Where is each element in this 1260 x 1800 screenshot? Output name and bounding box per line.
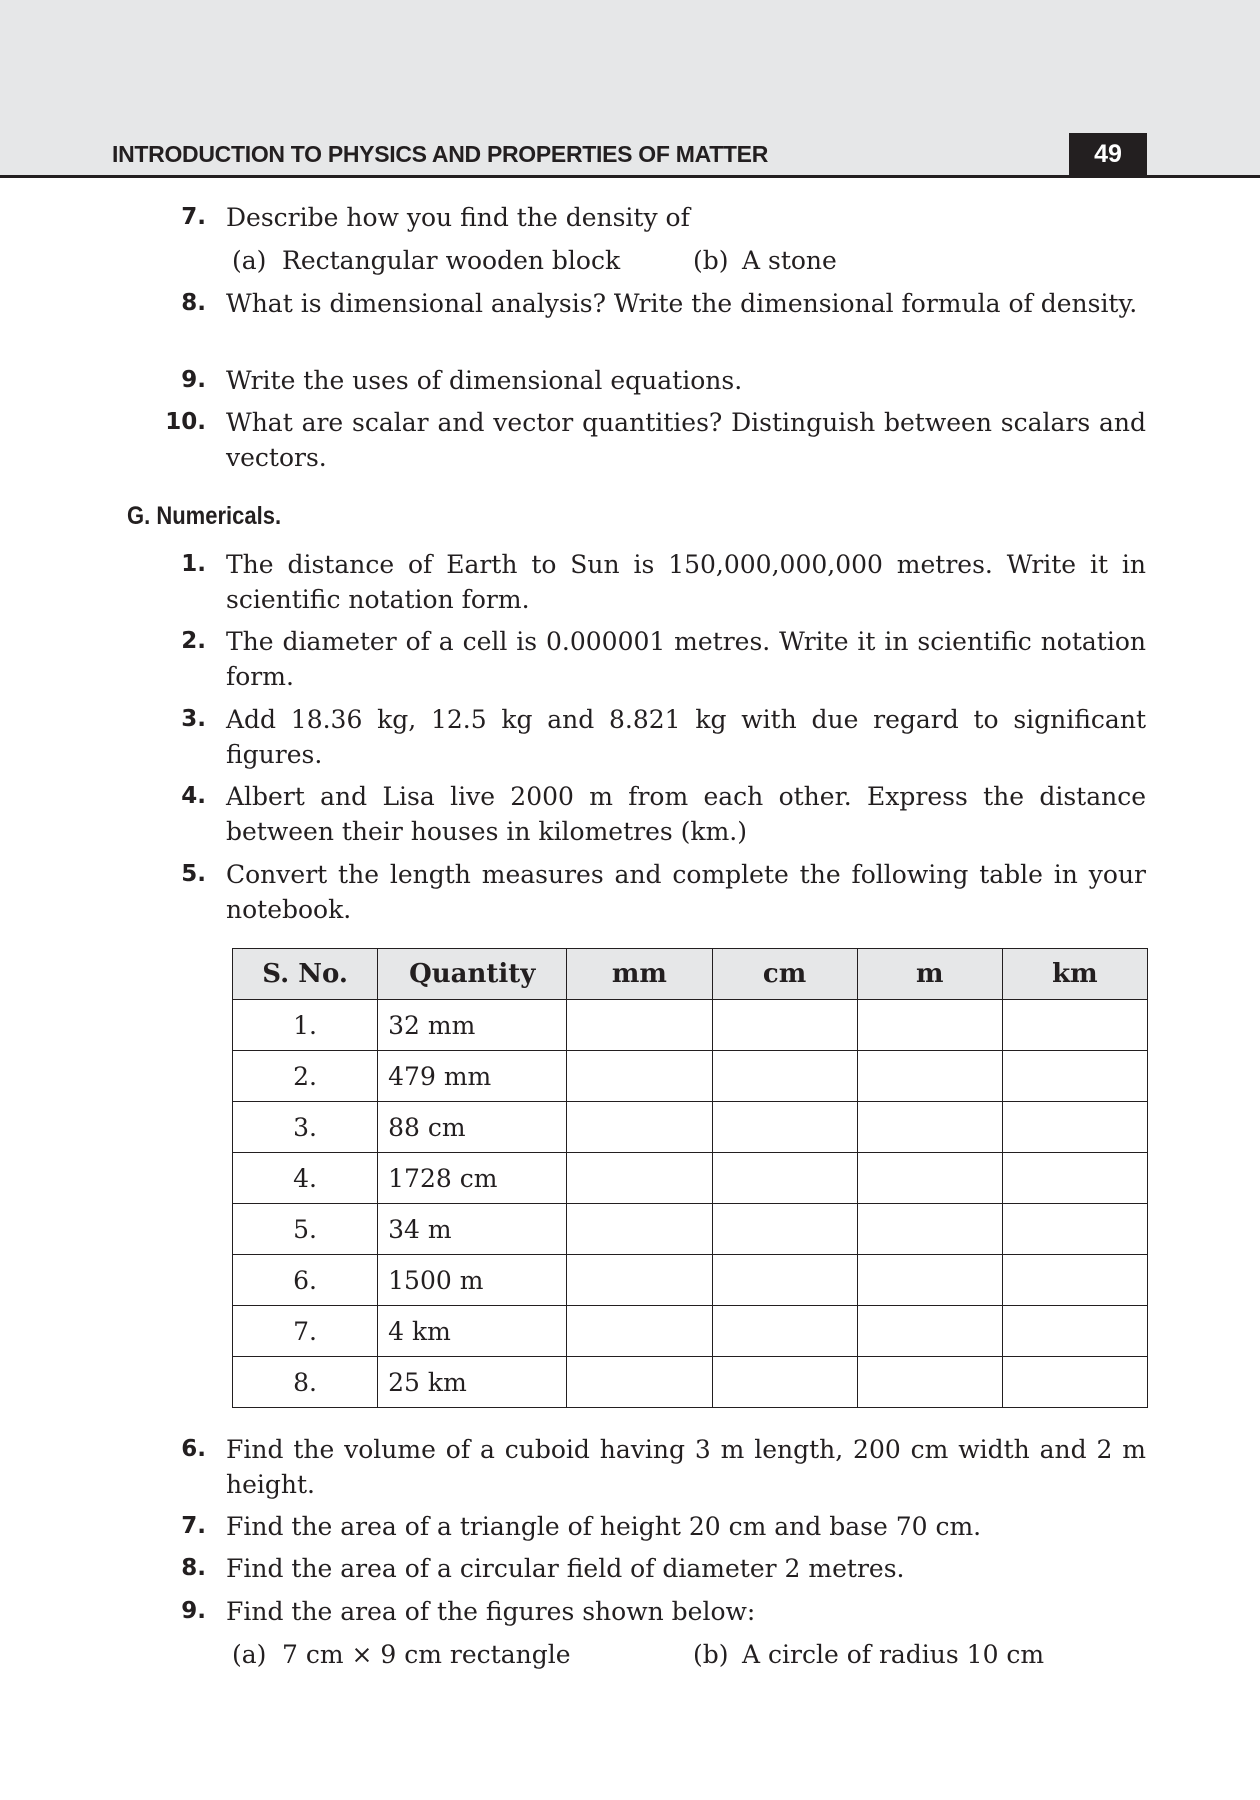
- question-number: 4.: [181, 783, 206, 809]
- question-text: Find the area of a circular field of diameter 2 metres.: [226, 1554, 905, 1583]
- m-cell: [857, 1153, 1002, 1204]
- mm-cell: [567, 1102, 712, 1153]
- km-cell: [1002, 1051, 1147, 1102]
- quantity-cell: 1500 m: [378, 1255, 567, 1306]
- option-text: A circle of radius 10 cm: [742, 1640, 1045, 1669]
- section-heading: G. Numericals.: [127, 502, 282, 530]
- option-text: A stone: [742, 246, 837, 275]
- quantity-cell: 1728 cm: [378, 1153, 567, 1204]
- cm-cell: [712, 1153, 857, 1204]
- question-text: Find the area of a triangle of height 20 cm and base 70 cm.: [226, 1512, 982, 1541]
- serial-number-cell: 8.: [233, 1357, 378, 1408]
- serial-number-cell: 2.: [233, 1051, 378, 1102]
- question-number: 9.: [181, 367, 206, 393]
- serial-number-cell: 7.: [233, 1306, 378, 1357]
- option-text: 7 cm × 9 cm rectangle: [282, 1640, 571, 1669]
- column-header: mm: [567, 949, 712, 1000]
- km-cell: [1002, 1000, 1147, 1051]
- cm-cell: [712, 1102, 857, 1153]
- column-header: km: [1002, 949, 1147, 1000]
- mm-cell: [567, 1255, 712, 1306]
- question-number: 7.: [181, 1513, 206, 1539]
- cm-cell: [712, 1204, 857, 1255]
- question-number: 7.: [181, 204, 206, 230]
- m-cell: [857, 1000, 1002, 1051]
- question-number: 1.: [181, 551, 206, 577]
- km-cell: [1002, 1255, 1147, 1306]
- serial-number-cell: 5.: [233, 1204, 378, 1255]
- question-number: 3.: [181, 706, 206, 732]
- option-label: (b): [693, 1640, 729, 1669]
- option-label: (b): [693, 246, 729, 275]
- m-cell: [857, 1306, 1002, 1357]
- mm-cell: [567, 1204, 712, 1255]
- header-divider: [0, 175, 1260, 178]
- question-number: 5.: [181, 861, 206, 887]
- m-cell: [857, 1102, 1002, 1153]
- question-number: 10.: [165, 409, 206, 435]
- km-cell: [1002, 1357, 1147, 1408]
- table-row: [233, 1000, 1148, 1051]
- cm-cell: [712, 1255, 857, 1306]
- serial-number-cell: 6.: [233, 1255, 378, 1306]
- column-header: m: [857, 949, 1002, 1000]
- question-text: Albert and Lisa live 2000 m from each other. Express the distance between their houses in kilometres (km.): [226, 782, 1146, 846]
- km-cell: [1002, 1102, 1147, 1153]
- option-label: (a): [232, 246, 267, 275]
- cm-cell: [712, 1000, 857, 1051]
- table-row: [233, 1306, 1148, 1357]
- question-text: The diameter of a cell is 0.000001 metres. Write it in scientific notation form.: [226, 627, 1146, 691]
- question-text: Find the volume of a cuboid having 3 m length, 200 cm width and 2 m height.: [226, 1435, 1146, 1499]
- quantity-cell: 479 mm: [378, 1051, 567, 1102]
- serial-number-cell: 1.: [233, 1000, 378, 1051]
- option-text: Rectangular wooden block: [282, 246, 621, 275]
- conversion-table: [232, 948, 1148, 1408]
- table-row: [233, 1357, 1148, 1408]
- quantity-cell: 34 m: [378, 1204, 567, 1255]
- page-number: 49: [1069, 133, 1147, 175]
- column-header: S. No.: [233, 949, 378, 1000]
- question-text: Convert the length measures and complete the following table in your notebook.: [226, 860, 1146, 924]
- km-cell: [1002, 1306, 1147, 1357]
- question-text: Describe how you find the density of: [226, 203, 690, 232]
- column-header: Quantity: [378, 949, 567, 1000]
- cm-cell: [712, 1306, 857, 1357]
- mm-cell: [567, 1000, 712, 1051]
- option-label: (a): [232, 1640, 267, 1669]
- question-text: Write the uses of dimensional equations.: [226, 366, 743, 395]
- column-header: cm: [712, 949, 857, 1000]
- question-text: What are scalar and vector quantities? Distinguish between scalars and vectors.: [226, 408, 1146, 472]
- table-row: [233, 1153, 1148, 1204]
- table-row: [233, 1255, 1148, 1306]
- km-cell: [1002, 1153, 1147, 1204]
- quantity-cell: 4 km: [378, 1306, 567, 1357]
- question-number: 6.: [181, 1436, 206, 1462]
- m-cell: [857, 1357, 1002, 1408]
- m-cell: [857, 1204, 1002, 1255]
- mm-cell: [567, 1051, 712, 1102]
- quantity-cell: 88 cm: [378, 1102, 567, 1153]
- table-row: [233, 1204, 1148, 1255]
- cm-cell: [712, 1357, 857, 1408]
- chapter-title: INTRODUCTION TO PHYSICS AND PROPERTIES OF MATTER: [112, 141, 769, 167]
- serial-number-cell: 4.: [233, 1153, 378, 1204]
- question-text: The distance of Earth to Sun is 150,000,000,000 metres. Write it in scientific notation form.: [226, 550, 1146, 614]
- km-cell: [1002, 1204, 1147, 1255]
- question-number: 8.: [181, 290, 206, 316]
- m-cell: [857, 1051, 1002, 1102]
- m-cell: [857, 1255, 1002, 1306]
- mm-cell: [567, 1153, 712, 1204]
- question-number: 2.: [181, 628, 206, 654]
- question-text: Find the area of the figures shown below:: [226, 1597, 756, 1626]
- table-row: [233, 1102, 1148, 1153]
- mm-cell: [567, 1357, 712, 1408]
- question-text: Add 18.36 kg, 12.5 kg and 8.821 kg with due regard to significant figures.: [226, 705, 1146, 769]
- quantity-cell: 25 km: [378, 1357, 567, 1408]
- table-row: [233, 1051, 1148, 1102]
- mm-cell: [567, 1306, 712, 1357]
- serial-number-cell: 3.: [233, 1102, 378, 1153]
- cm-cell: [712, 1051, 857, 1102]
- question-number: 8.: [181, 1555, 206, 1581]
- table-header-row: [233, 949, 1148, 1000]
- quantity-cell: 32 mm: [378, 1000, 567, 1051]
- question-text: What is dimensional analysis? Write the dimensional formula of density.: [226, 289, 1138, 318]
- question-number: 9.: [181, 1598, 206, 1624]
